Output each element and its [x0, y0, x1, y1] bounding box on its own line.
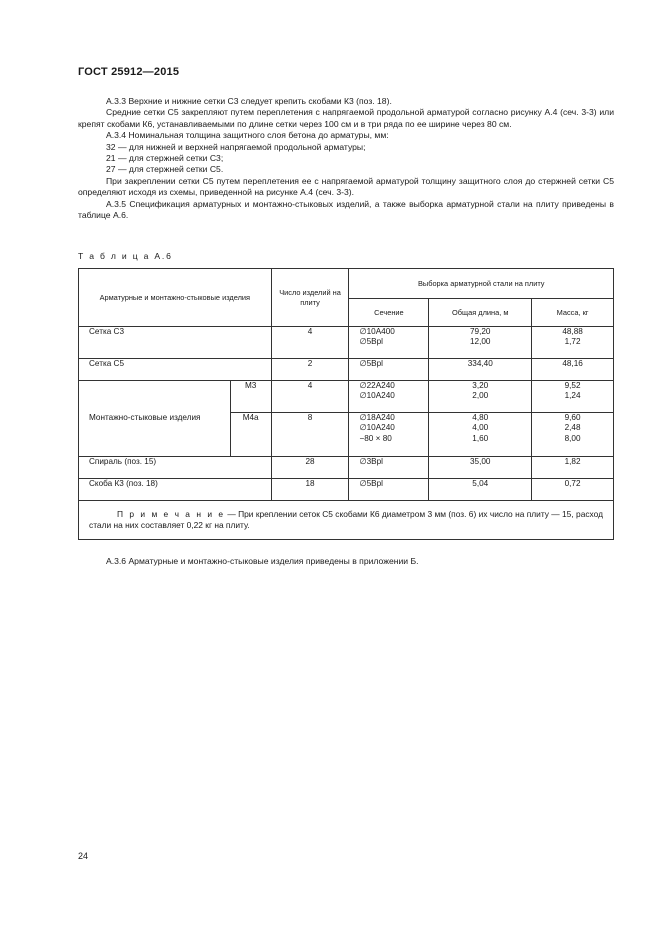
table-row	[79, 479, 614, 501]
table-row	[79, 457, 614, 479]
length-value: 4,80	[472, 413, 489, 422]
row-masses-m3	[532, 381, 614, 413]
table-row	[79, 359, 614, 381]
document-header-title: ГОСТ 25912—2015	[78, 66, 180, 78]
paragraph-c5-mesh: Средние сетки С5 закрепляют путем переплетения с напрягаемой продольной арматурой согласно рисунку А.4 (сеч. 3-3) или крепят скобами К6, устанавливаемыми по длине сетки через 100 см и в три ряда по ее ширине через 80 см.	[78, 107, 614, 129]
section-value: ∅18А240	[359, 413, 395, 422]
section-value: ∅22А240	[359, 381, 395, 390]
row-name-spiral: Спираль (поз. 15)	[79, 457, 272, 479]
section-value: −80 × 80	[359, 433, 392, 443]
mass-value: 2,48	[564, 423, 581, 433]
row-section-k3: ∅5Вpl	[349, 479, 429, 501]
row-sections-c3	[349, 327, 429, 359]
header-length: Общая длина, м	[429, 299, 532, 327]
paragraph-a34: А.3.4 Номинальная толщина защитного слоя бетона до арматуры, мм:	[106, 130, 389, 141]
header-section: Сечение	[349, 299, 429, 327]
mass-value: 1,72	[564, 337, 581, 347]
row-section-c5: ∅5Вpl	[349, 359, 429, 381]
section-value: ∅10А240	[359, 423, 395, 433]
paragraph-a36: А.3.6 Арматурные и монтажно-стыковые изделия приведены в приложении Б.	[106, 556, 419, 566]
mass-value: 8,00	[564, 433, 581, 443]
length-value: 12,00	[469, 337, 491, 347]
row-masses-c3	[532, 327, 614, 359]
length-value: 79,20	[469, 327, 491, 336]
row-name-c3: Сетка С3	[79, 327, 272, 359]
length-value: 2,00	[472, 391, 489, 401]
length-value: 3,20	[472, 381, 489, 390]
row-count-spiral: 28	[271, 457, 349, 479]
table-row	[79, 381, 614, 413]
row-name-k3: Скоба К3 (поз. 18)	[79, 479, 272, 501]
header-count: Число изделий на плиту	[271, 269, 349, 327]
row-name-mounting: Монтажно-стыковые изделия	[79, 381, 231, 457]
row-subname-m3: М3	[230, 381, 271, 413]
mass-value: 1,24	[564, 391, 581, 401]
section-value: ∅10А400	[359, 327, 395, 336]
paragraph-a33: А.3.3 Верхние и нижние сетки С3 следует крепить скобами К3 (поз. 18).	[106, 96, 392, 106]
mass-value: 9,52	[564, 381, 581, 390]
row-lengths-c3	[429, 327, 532, 359]
row-masses-m4a	[532, 413, 614, 457]
mass-value: 9,60	[564, 413, 581, 422]
header-selection: Выборка арматурной стали на плиту	[349, 269, 614, 299]
table-caption: Т а б л и ц а А.6	[78, 251, 173, 261]
paragraph-a35: А.3.5 Спецификация арматурных и монтажно-стыковых изделий, а также выборка арматурной стали на плиту приведены в таблице А.6.	[78, 198, 614, 221]
row-length-c5: 334,40	[429, 359, 532, 381]
section-value: ∅10А240	[359, 391, 395, 401]
row-mass-k3: 0,72	[532, 479, 614, 501]
row-section-spiral: ∅3Вpl	[349, 457, 429, 479]
table-note-row	[79, 501, 614, 540]
table-row	[79, 327, 614, 359]
section-a36	[78, 556, 614, 567]
section-a3-text	[78, 96, 614, 221]
length-value: 1,60	[472, 433, 489, 443]
row-count-m4a: 8	[271, 413, 349, 457]
list-item-27: 27 — для стержней сетки С5.	[106, 164, 224, 175]
row-mass-c5: 48,16	[532, 359, 614, 381]
table-note	[79, 501, 614, 540]
row-count-k3: 18	[271, 479, 349, 501]
note-label: П р и м е ч а н и е	[117, 509, 226, 519]
list-item-21: 21 — для стержней сетки С3;	[106, 153, 224, 164]
row-length-spiral: 35,00	[429, 457, 532, 479]
row-sections-m4a	[349, 413, 429, 457]
note-text: — При креплении сеток С5 скобами К6 диаметром 3 мм (поз. 6) их число на плиту — 15, расход стали на них составляет 0,22 кг на плиту.	[89, 509, 603, 530]
page-number: 24	[78, 851, 89, 861]
row-subname-m4a: М4а	[230, 413, 271, 457]
specification-table	[78, 268, 614, 540]
length-value: 4,00	[472, 423, 489, 433]
paragraph-c5-cover: При закреплении сетки С5 путем переплетения ее с напрягаемой арматурой толщину защитного слоя до стержней сетки С5 определяют исходя из схемы, приведенной на рисунке А.4 (сеч. 3-3).	[78, 175, 614, 198]
header-item: Арматурные и монтажно-стыковые изделия	[79, 269, 272, 327]
row-count-c3: 4	[271, 327, 349, 359]
row-name-c5: Сетка С5	[79, 359, 272, 381]
section-value: ∅5Вpl	[359, 337, 383, 347]
header-mass: Масса, кг	[532, 299, 614, 327]
row-length-k3: 5,04	[429, 479, 532, 501]
row-lengths-m3	[429, 381, 532, 413]
row-lengths-m4a	[429, 413, 532, 457]
row-count-c5: 2	[271, 359, 349, 381]
row-mass-spiral: 1,82	[532, 457, 614, 479]
row-count-m3: 4	[271, 381, 349, 413]
list-item-32: 32 — для нижней и верхней напрягаемой продольной арматуры;	[106, 141, 366, 152]
mass-value: 48,88	[562, 327, 583, 336]
row-sections-m3	[349, 381, 429, 413]
